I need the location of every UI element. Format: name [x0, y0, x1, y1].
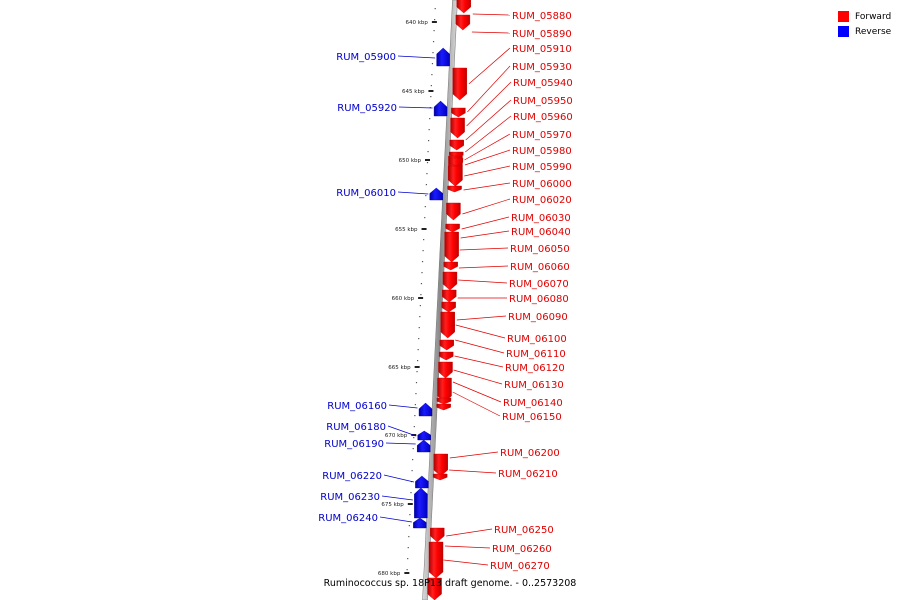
gene-leader-line — [450, 452, 498, 458]
gene-leader-line — [462, 199, 510, 214]
minor-tick — [416, 371, 417, 372]
minor-tick — [420, 305, 421, 306]
minor-tick — [422, 261, 423, 262]
gene-leader-line — [386, 443, 416, 444]
minor-tick — [407, 569, 408, 570]
minor-tick — [412, 459, 413, 460]
legend-forward-label: Forward — [855, 11, 892, 22]
gene-label[interactable]: RUM_06140 — [503, 398, 563, 409]
gene-leader-line — [455, 340, 504, 353]
reverse-gene-RUM_06180[interactable] — [418, 431, 431, 440]
minor-tick — [435, 8, 436, 9]
gene-label[interactable]: RUM_06190 — [324, 439, 384, 450]
gene-label[interactable]: RUM_06040 — [511, 227, 571, 238]
minor-tick — [419, 316, 420, 317]
gene-label[interactable]: RUM_06230 — [320, 492, 380, 503]
forward-gene-RUM_06080[interactable] — [442, 302, 456, 312]
minor-tick — [410, 492, 411, 493]
gene-label[interactable]: RUM_06020 — [512, 195, 572, 206]
reverse-gene-RUM_06230[interactable] — [414, 488, 427, 518]
legend-reverse — [838, 24, 891, 39]
gene-label[interactable]: RUM_06110 — [506, 349, 566, 360]
gene-label[interactable]: RUM_05940 — [513, 78, 573, 89]
reverse-gene-RUM_06220[interactable] — [415, 476, 428, 488]
minor-tick — [433, 41, 434, 42]
gene-label[interactable]: RUM_06130 — [504, 380, 564, 391]
forward-gene-RUM_06260[interactable] — [429, 542, 443, 578]
minor-tick — [425, 195, 426, 196]
gene-leader-line — [464, 166, 510, 176]
reverse-gene-RUM_05900[interactable] — [437, 48, 450, 66]
gene-label[interactable]: RUM_06270 — [490, 561, 550, 572]
gene-leader-line — [398, 192, 428, 194]
minor-tick — [408, 536, 409, 537]
minor-tick — [429, 118, 430, 119]
gene-label[interactable]: RUM_06180 — [326, 422, 386, 433]
minor-tick — [421, 283, 422, 284]
reverse-gene-RUM_05920[interactable] — [434, 101, 447, 116]
gene-leader-line — [453, 392, 500, 416]
minor-tick — [409, 525, 410, 526]
forward-gene-RUM_05930[interactable] — [451, 108, 465, 117]
forward-gene-RUM_05910[interactable] — [453, 68, 467, 100]
gene-label[interactable]: RUM_06080 — [509, 294, 569, 305]
minor-tick — [421, 272, 422, 273]
minor-tick — [428, 140, 429, 141]
reverse-gene-RUM_06240[interactable] — [413, 518, 426, 528]
forward-gene-RUM_06040[interactable] — [445, 232, 459, 262]
gene-leader-line — [455, 356, 504, 367]
minor-tick — [432, 52, 433, 53]
gene-label[interactable]: RUM_05920 — [337, 103, 397, 114]
minor-tick — [419, 327, 420, 328]
minor-tick — [415, 404, 416, 405]
gene-label[interactable]: RUM_06070 — [509, 279, 569, 290]
forward-gene-RUM_05950[interactable] — [450, 140, 464, 150]
minor-tick — [417, 360, 418, 361]
gene-label[interactable]: RUM_05880 — [512, 11, 572, 22]
forward-gene-RUM_06200[interactable] — [434, 454, 448, 476]
gene-label[interactable]: RUM_05910 — [512, 44, 572, 55]
minor-tick — [423, 250, 424, 251]
gene-leader-line — [462, 217, 509, 229]
minor-tick — [425, 206, 426, 207]
minor-tick — [414, 426, 415, 427]
gene-leader-line — [472, 32, 510, 33]
gene-label[interactable]: RUM_05890 — [512, 29, 572, 40]
gene-label[interactable]: RUM_06260 — [492, 544, 552, 555]
minor-tick — [426, 173, 427, 174]
minor-tick — [431, 74, 432, 75]
axis-tick-label: 640 kbp — [405, 20, 428, 26]
gene-label[interactable]: RUM_06100 — [507, 334, 567, 345]
gene-label[interactable]: RUM_06050 — [510, 244, 570, 255]
minor-tick — [434, 19, 435, 20]
reverse-gene-RUM_06160[interactable] — [419, 403, 432, 416]
gene-leader-line — [445, 546, 490, 548]
major-tick — [432, 21, 437, 23]
legend-reverse-label: Reverse — [855, 26, 892, 37]
axis-tick-label: 675 kbp — [381, 502, 404, 508]
major-tick — [408, 503, 413, 505]
minor-tick — [427, 162, 428, 163]
forward-gene-RUM_05880[interactable] — [457, 0, 471, 13]
gene-leader-line — [469, 48, 510, 84]
gene-label[interactable]: RUM_06060 — [510, 262, 570, 273]
reverse-swatch — [838, 26, 849, 37]
legend — [838, 9, 891, 39]
minor-tick — [429, 129, 430, 130]
gene-label[interactable]: RUM_05930 — [512, 62, 572, 73]
gene-label[interactable]: RUM_06120 — [505, 363, 565, 374]
major-tick — [425, 159, 430, 161]
gene-leader-line — [446, 529, 492, 536]
gene-leader-line — [449, 470, 496, 473]
axis-tick-label: 665 kbp — [388, 365, 411, 371]
forward-gene-RUM_06090[interactable] — [441, 312, 455, 338]
major-tick — [422, 228, 427, 230]
minor-tick — [418, 349, 419, 350]
forward-gene-RUM_05940[interactable] — [451, 118, 465, 138]
forward-gene-RUM_06110[interactable] — [439, 352, 453, 360]
gene-leader-line — [444, 560, 488, 565]
minor-tick — [420, 294, 421, 295]
forward-gene-RUM_06050[interactable] — [444, 262, 458, 270]
minor-tick — [416, 382, 417, 383]
reverse-gene-RUM_06010[interactable] — [430, 188, 443, 200]
gene-leader-line — [458, 280, 507, 283]
gene-label[interactable]: RUM_06150 — [502, 412, 562, 423]
axis-tick-label: 650 kbp — [398, 158, 421, 164]
minor-tick — [413, 437, 414, 438]
gene-label[interactable]: RUM_06090 — [508, 312, 568, 323]
legend-forward — [838, 9, 891, 24]
gene-leader-line — [456, 325, 505, 338]
forward-gene-RUM_06100[interactable] — [440, 340, 454, 350]
major-tick — [418, 297, 423, 299]
genome-caption: Ruminococcus sp. 18P13 draft genome. - 0..2573208 — [323, 578, 577, 589]
minor-tick — [432, 63, 433, 64]
gene-label[interactable]: RUM_06000 — [512, 179, 572, 190]
gene-leader-line — [384, 475, 414, 482]
gene-leader-line — [464, 183, 510, 190]
gene-leader-line — [465, 150, 510, 165]
forward-gene-RUM_06000[interactable] — [448, 186, 462, 192]
major-tick — [415, 366, 420, 368]
gene-label[interactable]: RUM_06220 — [322, 471, 382, 482]
minor-tick — [427, 151, 428, 152]
minor-tick — [414, 415, 415, 416]
minor-tick — [409, 514, 410, 515]
minor-tick — [408, 547, 409, 548]
gene-label[interactable]: RUM_05990 — [512, 162, 572, 173]
gene-leader-line — [460, 248, 508, 250]
genome-backbone — [423, 0, 458, 600]
forward-gene-RUM_06120[interactable] — [439, 362, 453, 378]
minor-tick — [418, 338, 419, 339]
gene-label[interactable]: RUM_05960 — [513, 112, 573, 123]
major-tick — [404, 572, 409, 574]
minor-tick — [407, 558, 408, 559]
forward-gene-RUM_06020[interactable] — [446, 203, 460, 220]
gene-label[interactable]: RUM_06030 — [511, 213, 571, 224]
reverse-gene-RUM_06190[interactable] — [417, 440, 430, 452]
minor-tick — [426, 184, 427, 185]
minor-tick — [412, 470, 413, 471]
axis-tick-label: 655 kbp — [395, 227, 418, 233]
forward-swatch — [838, 11, 849, 22]
forward-gene-RUM_05990[interactable] — [448, 166, 462, 186]
major-tick — [428, 90, 433, 92]
gene-label[interactable]: RUM_06010 — [336, 188, 396, 199]
gene-label[interactable]: RUM_06210 — [498, 469, 558, 480]
gene-leader-line — [399, 107, 433, 108]
gene-leader-line — [453, 382, 501, 402]
forward-gene-RUM_06030[interactable] — [446, 224, 460, 232]
forward-gene-RUM_06140[interactable] — [437, 398, 451, 404]
axis-tick-label: 670 kbp — [384, 433, 408, 439]
gene-label[interactable]: RUM_06250 — [494, 525, 554, 536]
gene-leader-line — [398, 56, 435, 58]
axis-tick-label: 645 kbp — [402, 89, 425, 95]
gene-leader-line — [459, 266, 508, 268]
gene-leader-line — [389, 405, 418, 408]
forward-gene-RUM_06250[interactable] — [430, 528, 444, 542]
gene-label[interactable]: RUM_05970 — [512, 130, 572, 141]
gene-label[interactable]: RUM_06240 — [318, 513, 378, 524]
minor-tick — [413, 448, 414, 449]
gene-leader-line — [461, 231, 509, 238]
gene-label[interactable]: RUM_05950 — [513, 96, 573, 107]
gene-leader-line — [380, 517, 412, 522]
forward-gene-RUM_06210[interactable] — [433, 474, 447, 480]
gene-leader-line — [457, 316, 506, 320]
minor-tick — [431, 85, 432, 86]
gene-label[interactable]: RUM_05980 — [512, 146, 572, 157]
forward-gene-RUM_06060[interactable] — [443, 272, 457, 290]
forward-gene-RUM_05890[interactable] — [456, 15, 470, 30]
axis-tick-label: 660 kbp — [391, 296, 415, 302]
gene-label[interactable]: RUM_06200 — [500, 448, 560, 459]
gene-leader-line — [473, 14, 510, 15]
minor-tick — [434, 30, 435, 31]
minor-tick — [424, 217, 425, 218]
forward-gene-RUM_06070[interactable] — [442, 290, 456, 302]
gene-label[interactable]: RUM_05900 — [336, 52, 396, 63]
gene-label[interactable]: RUM_06160 — [327, 401, 387, 412]
minor-tick — [423, 239, 424, 240]
gene-leader-line — [454, 370, 503, 384]
minor-tick — [430, 96, 431, 97]
gene-leader-line — [382, 496, 413, 500]
minor-tick — [415, 393, 416, 394]
forward-gene-RUM_06150[interactable] — [437, 404, 451, 410]
axis-tick-label: 680 kbp — [377, 571, 401, 577]
